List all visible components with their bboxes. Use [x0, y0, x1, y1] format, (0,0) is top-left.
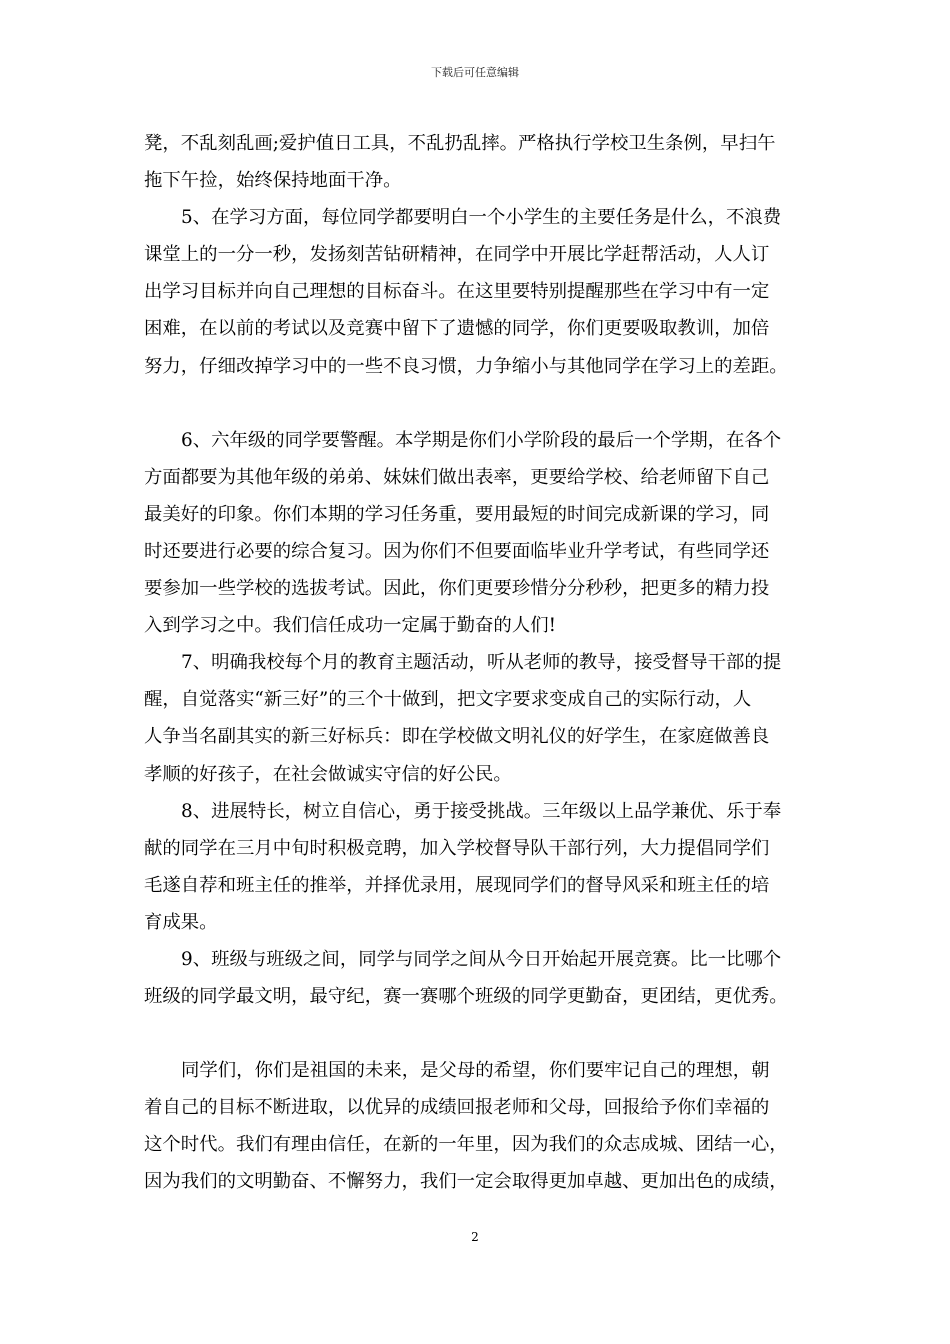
- text-line: 拖下午捡，始终保持地面干净。: [144, 170, 402, 192]
- text-line: 5、在学习方面，每位同学都要明白一个小学生的主要任务是什么，不浪费: [181, 207, 782, 229]
- page-header-note: 下载后可任意编辑: [431, 66, 519, 79]
- paragraph-gap: [144, 385, 812, 422]
- paragraph-continuation: [144, 125, 812, 199]
- text-line: 因为我们的文明勤奋、不懈努力，我们一定会取得更加卓越、更加出色的成绩，: [144, 1171, 788, 1193]
- text-line: 9、班级与班级之间，同学与同学之间从今日开始起开展竞赛。比一比哪个: [181, 948, 782, 970]
- page-number: 2: [471, 1230, 479, 1244]
- text-line: 凳，不乱刻乱画;爱护值日工具，不乱扔乱摔。严格执行学校卫生条例，早扫午: [144, 133, 776, 154]
- text-line: 入到学习之中。我们信任成功一定属于勤奋的人们!: [144, 615, 556, 637]
- paragraph-item-6: [144, 422, 812, 645]
- text-line: 班级的同学最文明，最守纪，赛一赛哪个班级的同学更勤奋，更团结，更优秀。: [144, 986, 788, 1008]
- paragraph-item-7: [144, 644, 812, 792]
- text-line: 课堂上的一分一秒，发扬刻苦钻研精神，在同学中开展比学赶帮活动，人人订: [144, 244, 770, 266]
- text-line: 7、明确我校每个月的教育主题活动，听从老师的教导，接受督导干部的提: [181, 652, 782, 674]
- paragraph-closing: [144, 1052, 812, 1200]
- text-line: 这个时代。我们有理由信任，在新的一年里，因为我们的众志成城、团结一心，: [144, 1134, 788, 1156]
- text-line: 献的同学在三月中旬时积极竞聘，加入学校督导队干部行列，大力提倡同学们: [144, 837, 770, 859]
- text-line: 醒，自觉落实“新三好”的三个十做到，把文字要求变成自己的实际行动，人: [144, 689, 752, 711]
- paragraph-item-9: [144, 941, 812, 1015]
- text-line: 8、进展特长，树立自信心，勇于接受挑战。三年级以上品学兼优、乐于奉: [181, 800, 782, 822]
- text-line: 毛遂自荐和班主任的推举，并择优录用，展现同学们的督导风采和班主任的培: [144, 874, 770, 896]
- text-line: 同学们，你们是祖国的未来，是父母的希望，你们要牢记自己的理想，朝: [181, 1060, 770, 1082]
- text-line: 着自己的目标不断进取，以优异的成绩回报老师和父母，回报给予你们幸福的: [144, 1097, 770, 1119]
- paragraph-gap: [144, 1015, 812, 1052]
- text-line: 要参加一些学校的选拔考试。因此，你们更要珍惜分分秒秒，把更多的精力投: [144, 578, 770, 600]
- text-line: 困难，在以前的考试以及竞赛中留下了遗憾的同学，你们更要吸取教训，加倍: [144, 318, 770, 340]
- text-line: 出学习目标并向自己理想的目标奋斗。在这里要特别提醒那些在学习中有一定: [144, 281, 770, 303]
- text-line: 方面都要为其他年级的弟弟、妹妹们做出表率，更要给学校、给老师留下自己: [144, 466, 770, 488]
- text-line: 6、六年级的同学要警醒。本学期是你们小学阶段的最后一个学期，在各个: [181, 429, 782, 451]
- text-line: 人争当名副其实的新三好标兵：即在学校做文明礼仪的好学生，在家庭做善良: [144, 726, 770, 748]
- paragraph-item-8: [144, 793, 812, 941]
- text-line: 最美好的印象。你们本期的学习任务重，要用最短的时间完成新课的学习，同: [144, 503, 770, 525]
- text-line: 努力，仔细改掉学习中的一些不良习惯，力争缩小与其他同学在学习上的差距。: [144, 355, 788, 377]
- text-line: 时还要进行必要的综合复习。因为你们不但要面临毕业升学考试，有些同学还: [144, 540, 770, 562]
- document-body: [144, 125, 812, 1201]
- text-line: 孝顺的好孩子，在社会做诚实守信的好公民。: [144, 763, 512, 785]
- paragraph-item-5: [144, 199, 812, 384]
- text-line: 育成果。: [144, 911, 218, 933]
